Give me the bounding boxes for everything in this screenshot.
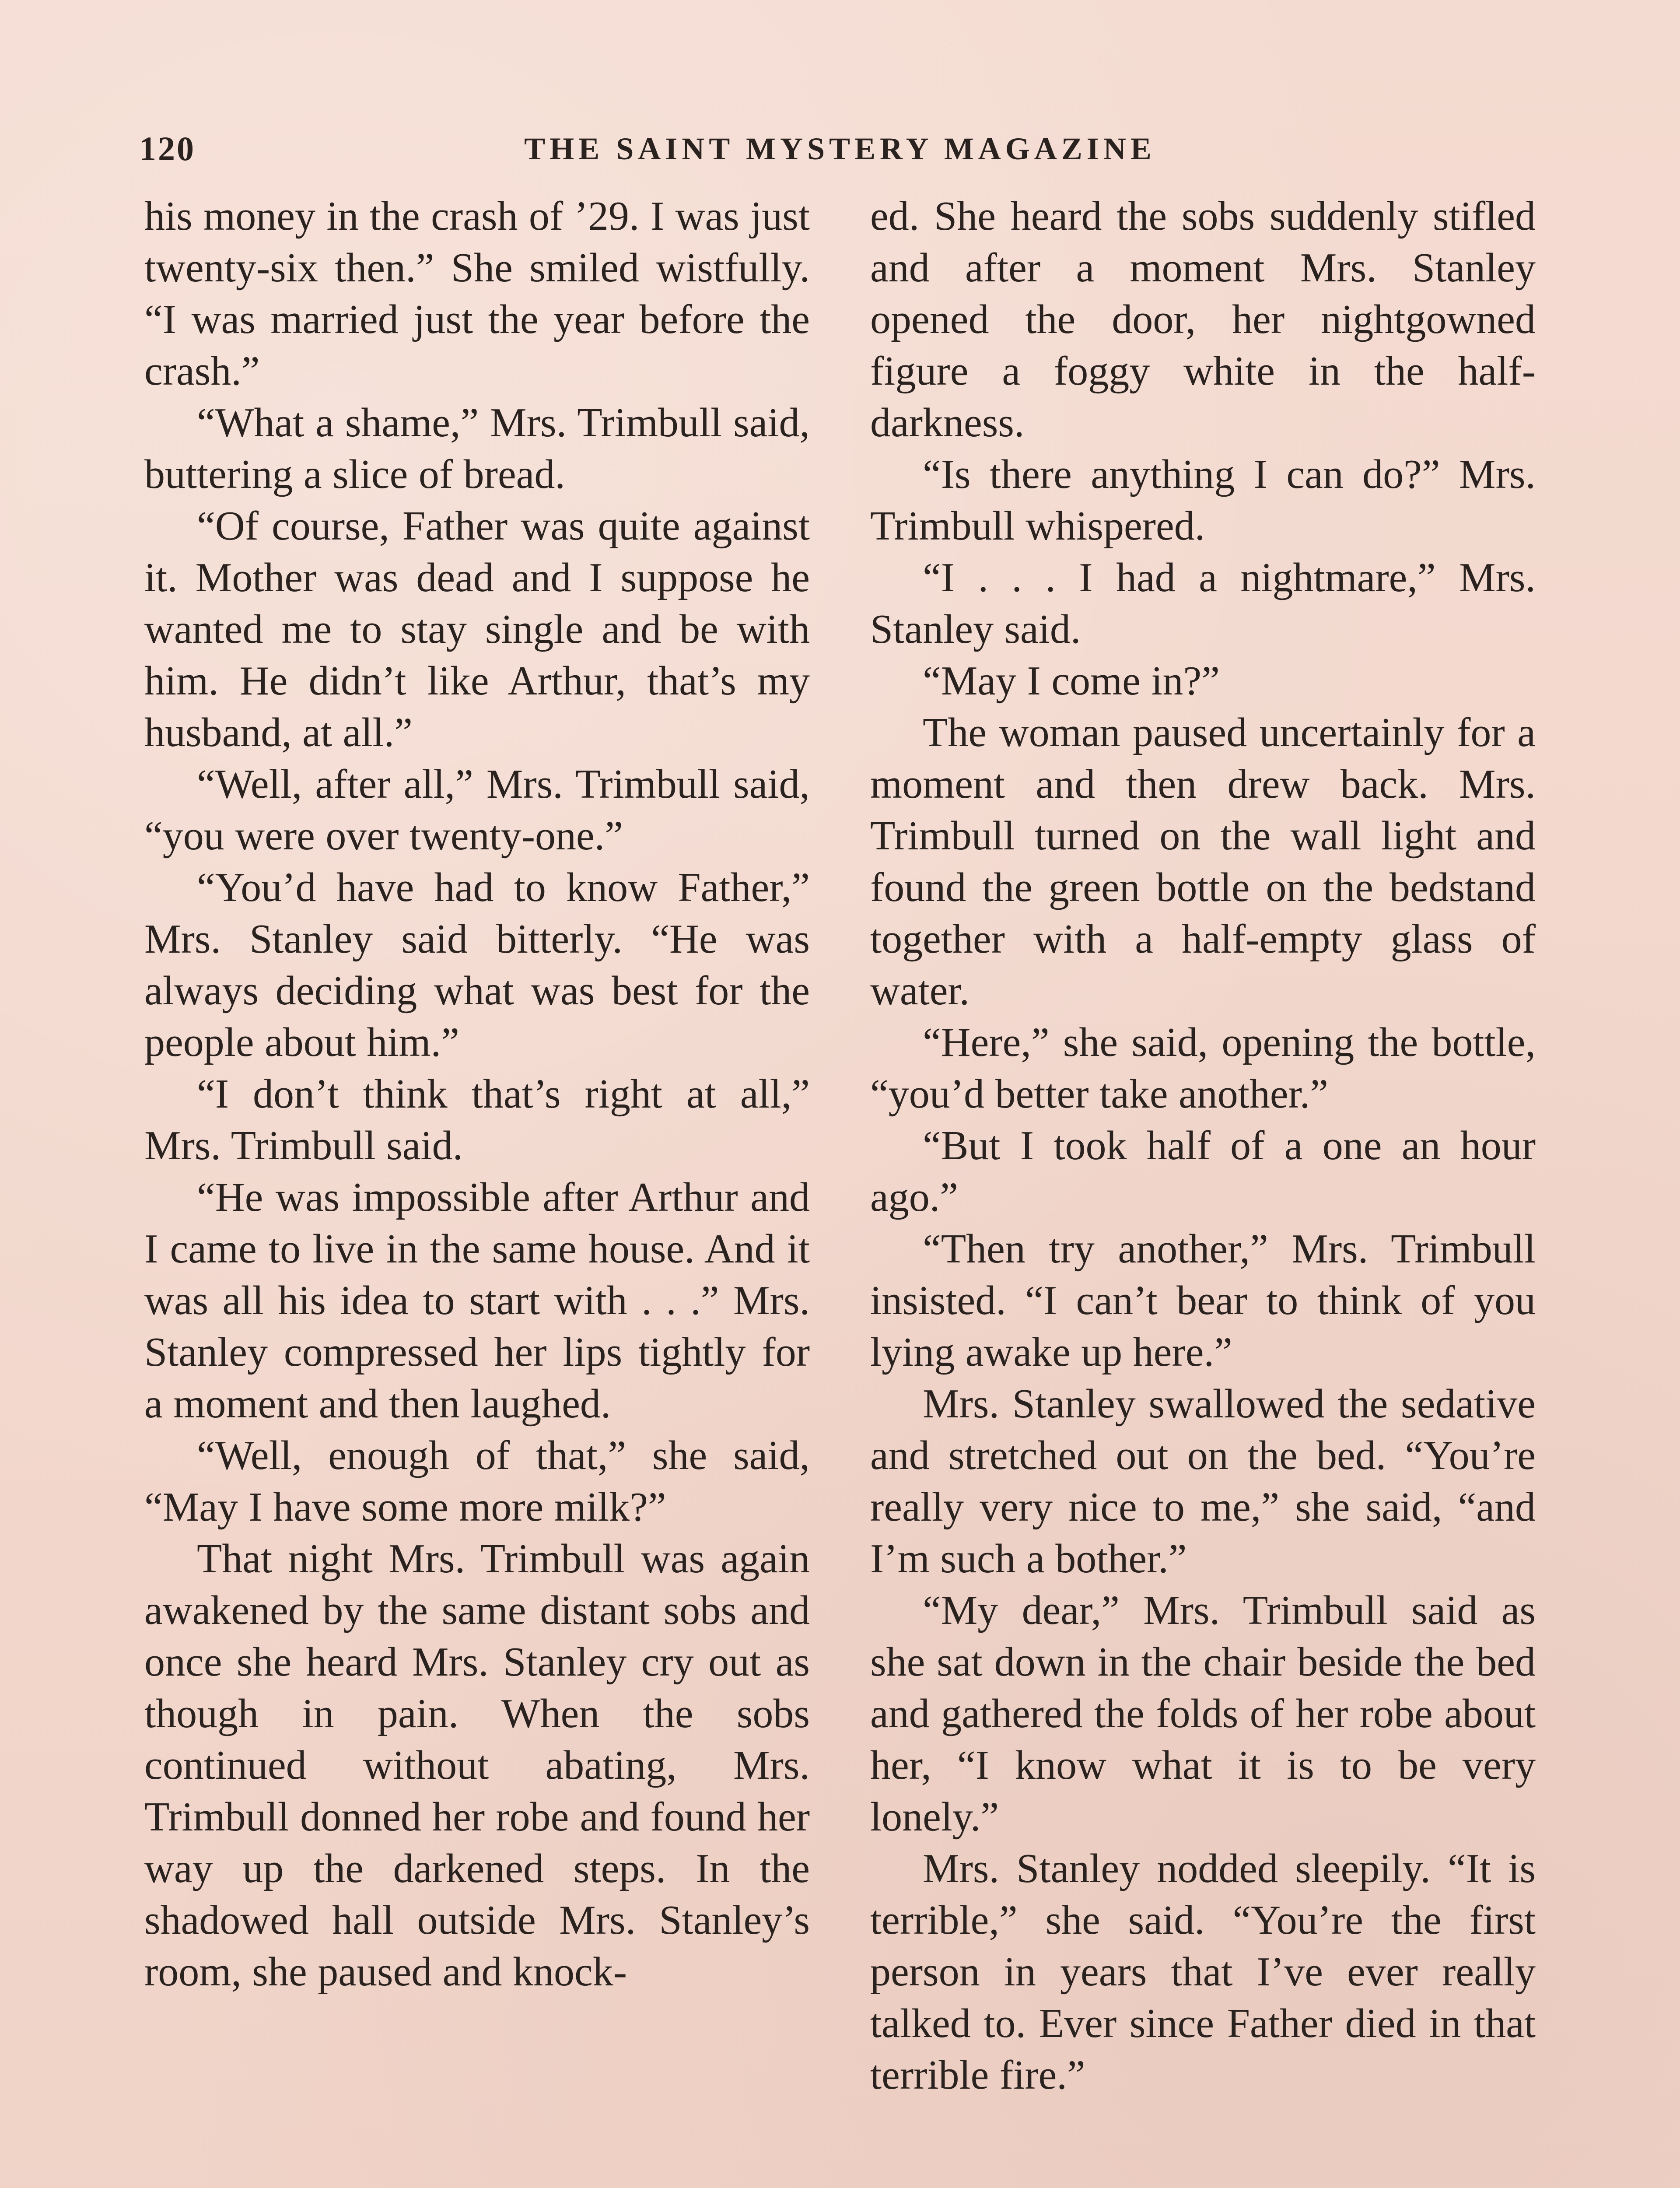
paragraph: his money in the crash of ’29. I was just twenty-six then.” She smiled wistfully. “I was married just the year before the crash.” xyxy=(144,193,810,394)
running-title: THE SAINT MYSTERY MAGAZINE xyxy=(524,131,1156,166)
paragraph: “My dear,” Mrs. Trimbull said as she sat down in the chair beside the bed and gathered the folds of her robe about her, “I know what it is to be very lonely.” xyxy=(870,1588,1536,1840)
page-header xyxy=(139,125,1541,173)
paragraph: “Is there anything I can do?” Mrs. Trimbull whispered. xyxy=(870,452,1536,549)
paragraph: “I don’t think that’s right at all,” Mrs. Trimbull said. xyxy=(144,1071,810,1168)
paragraph: “Of course, Father was quite against it. Mother was dead and I suppose he wanted me to stay single and be with him. He didn’t like Arthur, that’s my husband, at all.” xyxy=(144,503,810,755)
paragraph: “I . . . I had a nightmare,” Mrs. Stanley said. xyxy=(870,555,1536,652)
paragraph: “Here,” she said, opening the bottle, “you’d better take another.” xyxy=(870,1020,1536,1117)
paragraph: “But I took half of a one an hour ago.” xyxy=(870,1123,1536,1220)
paragraph: That night Mrs. Trimbull was again awakened by the same distant sobs and once she heard Mrs. Stanley cry out as though in pain. When the sobs continued without abating, Mrs. Trimbull donned her robe and found her way up the darkened steps. In the shadowed hall outside Mrs. Stanley’s room, she paused and knock- xyxy=(144,1536,810,1995)
paragraph: Mrs. Stanley swallowed the sedative and stretched out on the bed. “You’re really very nice to me,” she said, “and I’m such a bother.” xyxy=(870,1381,1536,1581)
paragraph: Mrs. Stanley nodded sleepily. “It is terrible,” she said. “You’re the first person in years that I’ve ever really talked to. Ever since Father died in that terrible fire.” xyxy=(870,1846,1536,2098)
right-column xyxy=(870,190,1536,2188)
paragraph: “May I come in?” xyxy=(923,658,1220,704)
paragraph: “You’d have had to know Father,” Mrs. Stanley said bitterly. “He was always deciding what was best for the people about him.” xyxy=(144,865,810,1065)
paragraph: “What a shame,” Mrs. Trimbull said, buttering a slice of bread. xyxy=(144,400,810,497)
paragraph: “Then try another,” Mrs. Trimbull insisted. “I can’t bear to think of you lying awake up here.” xyxy=(870,1226,1536,1375)
paragraph: “He was impossible after Arthur and I came to live in the same house. And it was all his idea to start with . . .” Mrs. Stanley compressed her lips tightly for a moment and then laughed. xyxy=(144,1175,810,1427)
text-columns xyxy=(144,190,1536,2188)
paragraph: ed. She heard the sobs suddenly stifled and after a moment Mrs. Stanley opened the door, her nightgowned figure a foggy white in the half-darkness. xyxy=(870,193,1536,445)
paragraph: “Well, after all,” Mrs. Trimbull said, “you were over twenty-one.” xyxy=(144,761,810,859)
left-column xyxy=(144,190,810,2188)
paragraph: “Well, enough of that,” she said, “May I have some more milk?” xyxy=(144,1433,810,1530)
paragraph: The woman paused uncertainly for a moment and then drew back. Mrs. Trimbull turned on the wall light and found the green bottle on the bedstand together with a half-empty glass of water. xyxy=(870,710,1536,1013)
page-number: 120 xyxy=(139,130,196,168)
